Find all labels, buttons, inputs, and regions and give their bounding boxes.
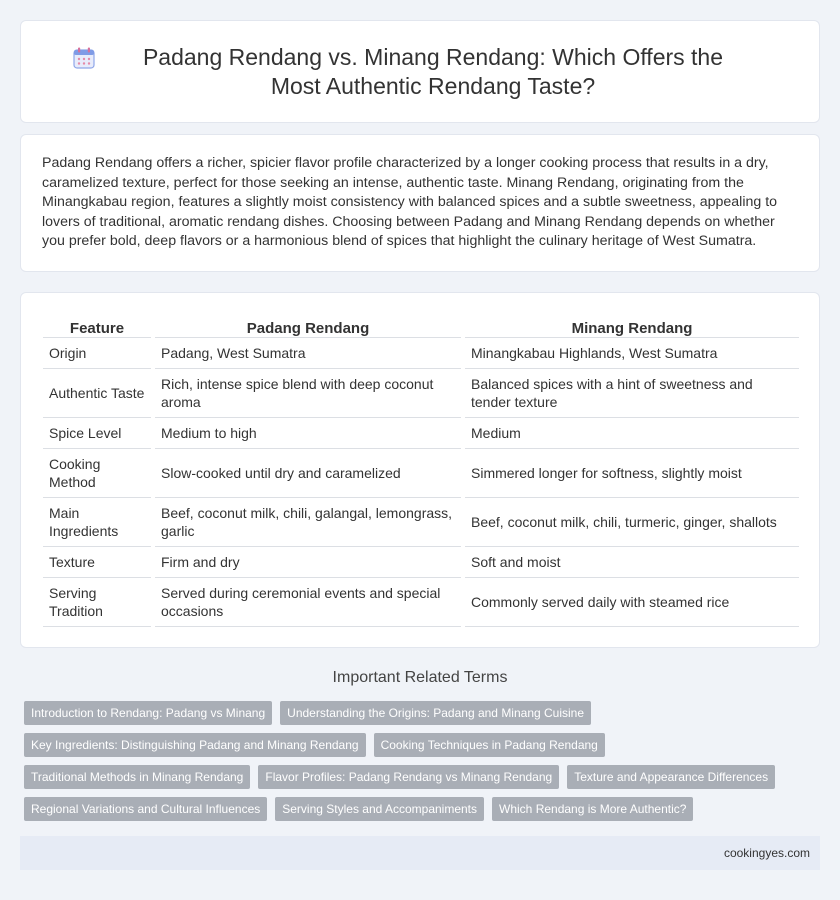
related-term-tag[interactable]: Introduction to Rendang: Padang vs Minang — [24, 701, 272, 725]
title-card — [20, 20, 820, 123]
site-name[interactable]: cookingyes.com — [723, 846, 810, 860]
table-row — [43, 448, 799, 497]
table-row — [43, 497, 799, 546]
related-term-tag[interactable]: Understanding the Origins: Padang and Minang Cuisine — [280, 701, 591, 725]
related-term-tag[interactable]: Texture and Appearance Differences — [567, 765, 775, 789]
related-terms-title: Important Related Terms — [332, 669, 508, 686]
row-feature: Origin — [43, 337, 153, 368]
comparison-table — [43, 313, 799, 627]
related-term-tag[interactable]: Regional Variations and Cultural Influences — [24, 797, 267, 821]
row-minang: Balanced spices with a hint of sweetness and tender texture — [463, 368, 799, 417]
summary-card — [20, 134, 820, 272]
header-padang: Padang Rendang — [153, 313, 463, 337]
related-term-tag[interactable]: Cooking Techniques in Padang Rendang — [374, 733, 605, 757]
table-row — [43, 368, 799, 417]
comparison-table-card — [20, 292, 820, 648]
row-padang: Slow-cooked until dry and caramelized — [153, 448, 463, 497]
table-row — [43, 546, 799, 577]
row-feature: Serving Tradition — [43, 577, 153, 626]
footer — [20, 836, 820, 870]
related-term-tag[interactable]: Which Rendang is More Authentic? — [492, 797, 693, 821]
row-minang: Medium — [463, 417, 799, 448]
row-padang: Medium to high — [153, 417, 463, 448]
header-minang: Minang Rendang — [463, 313, 799, 337]
row-feature: Cooking Method — [43, 448, 153, 497]
row-feature: Spice Level — [43, 417, 153, 448]
row-padang: Served during ceremonial events and special occasions — [153, 577, 463, 626]
header-feature: Feature — [43, 313, 153, 337]
table-header-row — [43, 313, 799, 337]
row-minang: Minangkabau Highlands, West Sumatra — [463, 337, 799, 368]
row-minang: Simmered longer for softness, slightly moist — [463, 448, 799, 497]
row-padang: Rich, intense spice blend with deep coconut aroma — [153, 368, 463, 417]
row-feature: Main Ingredients — [43, 497, 153, 546]
related-terms-list — [24, 701, 804, 821]
table-row — [43, 577, 799, 626]
related-term-tag[interactable]: Serving Styles and Accompaniments — [275, 797, 484, 821]
row-minang: Beef, coconut milk, chili, turmeric, ginger, shallots — [463, 497, 799, 546]
table-row — [43, 337, 799, 368]
row-minang: Soft and moist — [463, 546, 799, 577]
related-term-tag[interactable]: Key Ingredients: Distinguishing Padang and Minang Rendang — [24, 733, 366, 757]
related-term-tag[interactable]: Flavor Profiles: Padang Rendang vs Minang Rendang — [258, 765, 559, 789]
table-row — [43, 417, 799, 448]
row-feature: Authentic Taste — [43, 368, 153, 417]
summary-text: Padang Rendang offers a richer, spicier flavor profile characterized by a longer cooking process that results in a dry, caramelized texture, perfect for those seeking an intense, authentic taste. Minang Rendang, originating from the Minangkabau region, features a slightly moist consistency with balanced spices and a subtle sweetness, appealing to lovers of traditional, aromatic rendang dishes. Choosing between Padang and Minang Rendang depends on whether you prefer bold, deep flavors or a harmonious blend of spices that highlight the culinary heritage of West Sumatra. — [42, 155, 778, 249]
related-term-tag[interactable]: Traditional Methods in Minang Rendang — [24, 765, 250, 789]
row-padang: Firm and dry — [153, 546, 463, 577]
row-feature: Texture — [43, 546, 153, 577]
row-padang: Padang, West Sumatra — [153, 337, 463, 368]
row-padang: Beef, coconut milk, chili, galangal, lemongrass, garlic — [153, 497, 463, 546]
page-title: Padang Rendang vs. Minang Rendang: Which Offers the Most Authentic Rendang Taste? — [142, 44, 724, 99]
row-minang: Commonly served daily with steamed rice — [463, 577, 799, 626]
